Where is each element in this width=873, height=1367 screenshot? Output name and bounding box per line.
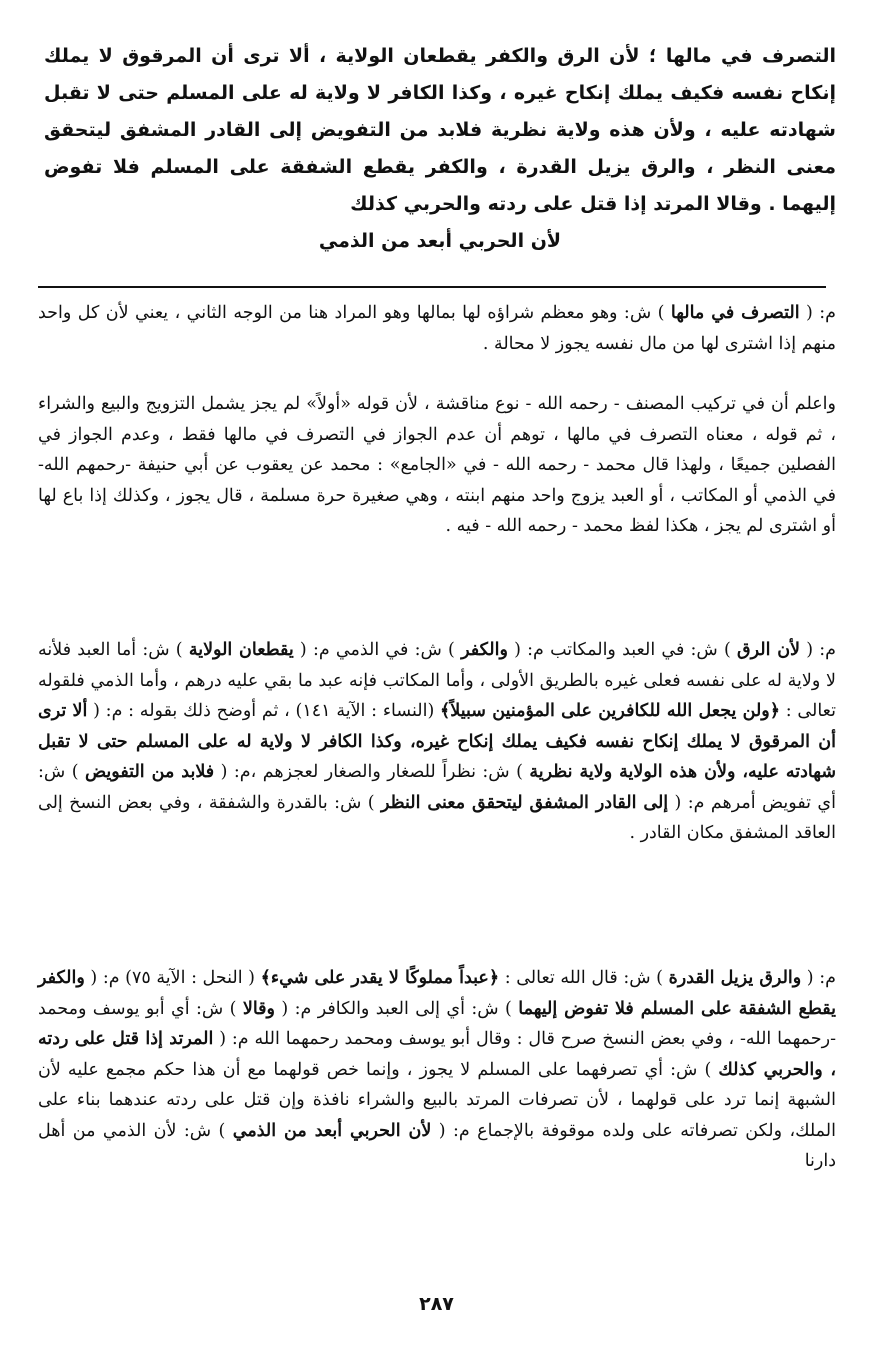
commentary-segment: ) ش: في الذمي م: ( <box>293 640 455 660</box>
commentary-quote: لأن الرق <box>737 640 801 660</box>
commentary-paragraph-2 <box>38 389 836 542</box>
commentary-quote: فلابد من التفويض <box>84 762 215 782</box>
main-text-line: والكفر يقطع الشفقة على المسلم فلا تفوض إليهما . وقالا المرتد إذا قتل على ردته والحربي كذلك <box>44 156 836 215</box>
commentary-segment: ) ش: قال الله تعالى : <box>499 968 663 988</box>
commentary-text <box>38 635 836 849</box>
separator-rule <box>38 286 826 288</box>
commentary-segment: ) ش: أما العبد فلأنه لا ولاية له على نفسه فعلى غيره بالطريق الأولى ، وأما المكاتب فإنه عبد ما بقي عليه درهم ، وأما الذمي فلقوله تعالى : <box>38 640 836 721</box>
commentary-quote: وقالا <box>242 998 275 1019</box>
commentary-segment: م: ( <box>801 968 836 988</box>
commentary-segment: ) ش: بالقدرة والشفقة ، وفي بعض النسخ إلى العاقد المشفق مكان القادر . <box>38 792 836 843</box>
page-number: ٢٨٧ <box>419 1293 454 1315</box>
quran-verse: ﴿ولن يجعل الله للكافرين على المؤمنين سبيلاً﴾ <box>440 701 780 721</box>
commentary-quote: ألا ترى أن المرقوق لا يملك إنكاح نفسه فكيف يملك إنكاح غيره، وكذا الكافر لا ولاية له على المسلم حتى لا تقبل شهادته عليه، ولأن هذه الولاية ولاية نظرية <box>38 701 836 782</box>
commentary-text <box>38 963 836 1177</box>
commentary-segment: ) ش: وهو معظم شراؤه لها بمالها وهو المراد هنا من الوجه الثاني ، يعني لأن كل واحد منهم إذا اشترى لها من مال نفسه يجوز لا محالة . <box>38 303 836 354</box>
commentary-quote: إلى القادر المشفق ليتحقق معنى النظر <box>381 792 669 813</box>
commentary-segment: ) ش: أي تصرفهما على المسلم لا يجوز ، وإنما خص قولهما مع أن هذا حكم مجمع عليه لأن الشبهة إنما ترد على قولهما ، لأن تصرفات المرتد بالبيع والشراء نافذة وإن قتل على ردته عندهما بناء على الملك، ولكن تصرفاته على ولده موقوفة بالإجماع م: ( <box>38 1059 836 1141</box>
commentary-segment: ) ش: أي أبو يوسف ومحمد -رحمهما الله- ، وفي بعض النسخ صرح قال : وقال أبو يوسف ومحمد رحمهما الله م: ( <box>38 998 836 1049</box>
commentary-segment: ) ش: نظراً للصغار والصغار لعجزهم ،م: ( <box>214 762 523 782</box>
commentary-segment: م: ( <box>800 640 836 660</box>
commentary-segment: (النساء : الآية ١٤١) ، ثم أوضح ذلك بقوله : م: ( <box>87 701 435 721</box>
main-text-line: التصرف في مالها ؛ لأن الرق والكفر يقطعان الولاية ، ألا ترى أن المرقوق لا يملك إنكاح نفسه <box>44 45 836 104</box>
commentary-text <box>38 389 836 542</box>
commentary-segment: ) ش: في العبد والمكاتب م: ( <box>507 640 731 660</box>
commentary-text <box>38 298 836 359</box>
main-text-line: فكيف يملك إنكاح غيره ، وكذا الكافر لا ولاية له على المسلم حتى لا تقبل شهادته عليه ، ولأن <box>44 82 836 141</box>
main-text-line: هذه ولاية نظرية فلابد من التفويض إلى القادر المشفق ليتحقق معنى النظر ، والرق يزيل القدرة ، <box>44 119 836 178</box>
commentary-quote: يقطعان الولاية <box>188 640 294 660</box>
commentary-segment: واعلم أن في تركيب المصنف - رحمه الله - نوع مناقشة ، لأن قوله «أولاً» لم يجز يشمل التزويج والبيع والشراء ، ثم قوله ، معناه التصرف في مالها ، توهم أن عدم الجواز في التصرف في مالها فقط ، وعدم الجواز في الفصلين جميعًا ، ولهذا قال محمد - رحمه الله - في «الجامع» : محمد عن يعقوب عن أبي حنيفة -رحمهم الله- في الذمي أو المكاتب ، أو العبد يزوج واحد منهم ابنته ، وهي صغيرة حرة مسلمة ، قال يجوز ، وكذلك إذا باع لها أو اشترى لم يجز ، هكذا لفظ محمد - رحمه الله - فيه . <box>38 394 836 536</box>
commentary-quote: المرتد إذا قتل على ردته ، والحربي كذلك <box>38 1029 836 1080</box>
commentary-segment: ) ش: لأن الذمي من أهل دارنا <box>38 1120 836 1171</box>
main-text <box>44 38 836 260</box>
commentary-segment: ) ش: أي تفويض أمرهم م: ( <box>38 762 836 813</box>
commentary-quote: لأن الحربي أبعد من الذمي <box>232 1120 432 1141</box>
commentary-quote: والكفر يقطع الشفقة على المسلم فلا تفوض إليهما <box>38 968 836 1019</box>
commentary-segment: م: ( <box>799 303 836 323</box>
commentary-quote: والرق يزيل القدرة <box>668 968 802 988</box>
commentary-paragraph-1 <box>38 298 836 359</box>
commentary-paragraph-3 <box>38 635 836 849</box>
quran-verse: ﴿عبداً مملوكًا لا يقدر على شيء﴾ <box>260 968 500 988</box>
commentary-segment: ( النحل : الآية ٧٥) م: ( <box>84 968 256 988</box>
commentary-paragraph-4 <box>38 963 836 1177</box>
main-text-last-line: لأن الحربي أبعد من الذمي <box>318 230 562 252</box>
commentary-quote: التصرف في مالها <box>670 303 800 323</box>
commentary-quote: والكفر <box>461 640 508 660</box>
commentary-segment: ) ش: أي إلى العبد والكافر م: ( <box>281 998 512 1019</box>
